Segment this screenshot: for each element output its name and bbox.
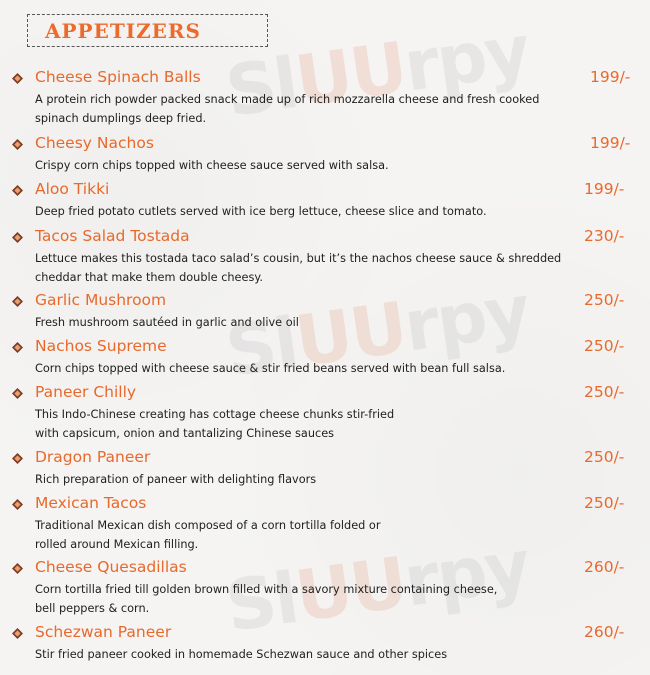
item-price: 250/- [584,494,625,512]
item-name: Cheesy Nachos [35,134,154,152]
item-price: 250/- [584,383,625,401]
item-description: Corn tortilla fried till golden brown filled with a savory mixture containing cheese, bell peppers & corn. [35,583,498,615]
diamond-bullet-icon [12,628,23,639]
watermark-logo: SlUUrpy [220,9,534,133]
item-description: Traditional Mexican dish composed of a corn tortilla folded or rolled around Mexican filling. [35,519,381,551]
item-name: Schezwan Paneer [35,623,172,641]
item-description: Corn chips topped with cheese sauce & stir fried beans served with bean full salsa. [35,362,506,375]
item-description: Stir fried paneer cooked in homemade Schezwan sauce and other spices [35,648,448,661]
item-name: Cheese Spinach Balls [35,68,201,86]
diamond-bullet-icon [12,563,23,574]
watermark-logo: SlUUrpy [220,524,534,648]
item-price: 199/- [590,68,631,86]
diamond-bullet-icon [12,232,23,243]
section-title: APPETIZERS [45,19,201,43]
diamond-bullet-icon [12,499,23,510]
diamond-bullet-icon [12,453,23,464]
item-description: Crispy corn chips topped with cheese sauce served with salsa. [35,159,389,172]
item-description: Rich preparation of paneer with delighting flavors [35,473,317,486]
item-name: Paneer Chilly [35,383,137,401]
item-description: Fresh mushroom sautéed in garlic and olive oil [35,316,299,329]
item-price: 199/- [584,180,625,198]
item-name: Tacos Salad Tostada [35,227,190,245]
item-description: A protein rich powder packed snack made up of rich mozzarella cheese and fresh cooked spinach dumplings deep fried. [35,93,540,125]
item-name: Garlic Mushroom [35,291,167,309]
item-description: Deep fried potato cutlets served with ice berg lettuce, cheese slice and tomato. [35,205,487,218]
item-name: Aloo Tikki [35,180,110,198]
diamond-bullet-icon [12,139,23,150]
diamond-bullet-icon [12,388,23,399]
item-name: Cheese Quesadillas [35,558,187,576]
diamond-bullet-icon [12,185,23,196]
item-price: 250/- [584,448,625,466]
item-price: 230/- [584,227,625,245]
item-name: Mexican Tacos [35,494,147,512]
item-name: Nachos Supreme [35,337,167,355]
item-price: 260/- [584,558,625,576]
item-description: Lettuce makes this tostada taco salad’s cousin, but it’s the nachos cheese sauce & shredded cheddar that make them double cheesy. [35,252,562,284]
diamond-bullet-icon [12,296,23,307]
diamond-bullet-icon [12,342,23,353]
item-price: 199/- [590,134,631,152]
item-price: 250/- [584,337,625,355]
watermark-logo: SlUUrpy [220,269,534,393]
item-description: This Indo-Chinese creating has cottage cheese chunks stir-fried with capsicum, onion and tantalizing Chinese sauces [35,408,395,440]
item-price: 250/- [584,291,625,309]
item-name: Dragon Paneer [35,448,151,466]
diamond-bullet-icon [12,73,23,84]
item-price: 260/- [584,623,625,641]
